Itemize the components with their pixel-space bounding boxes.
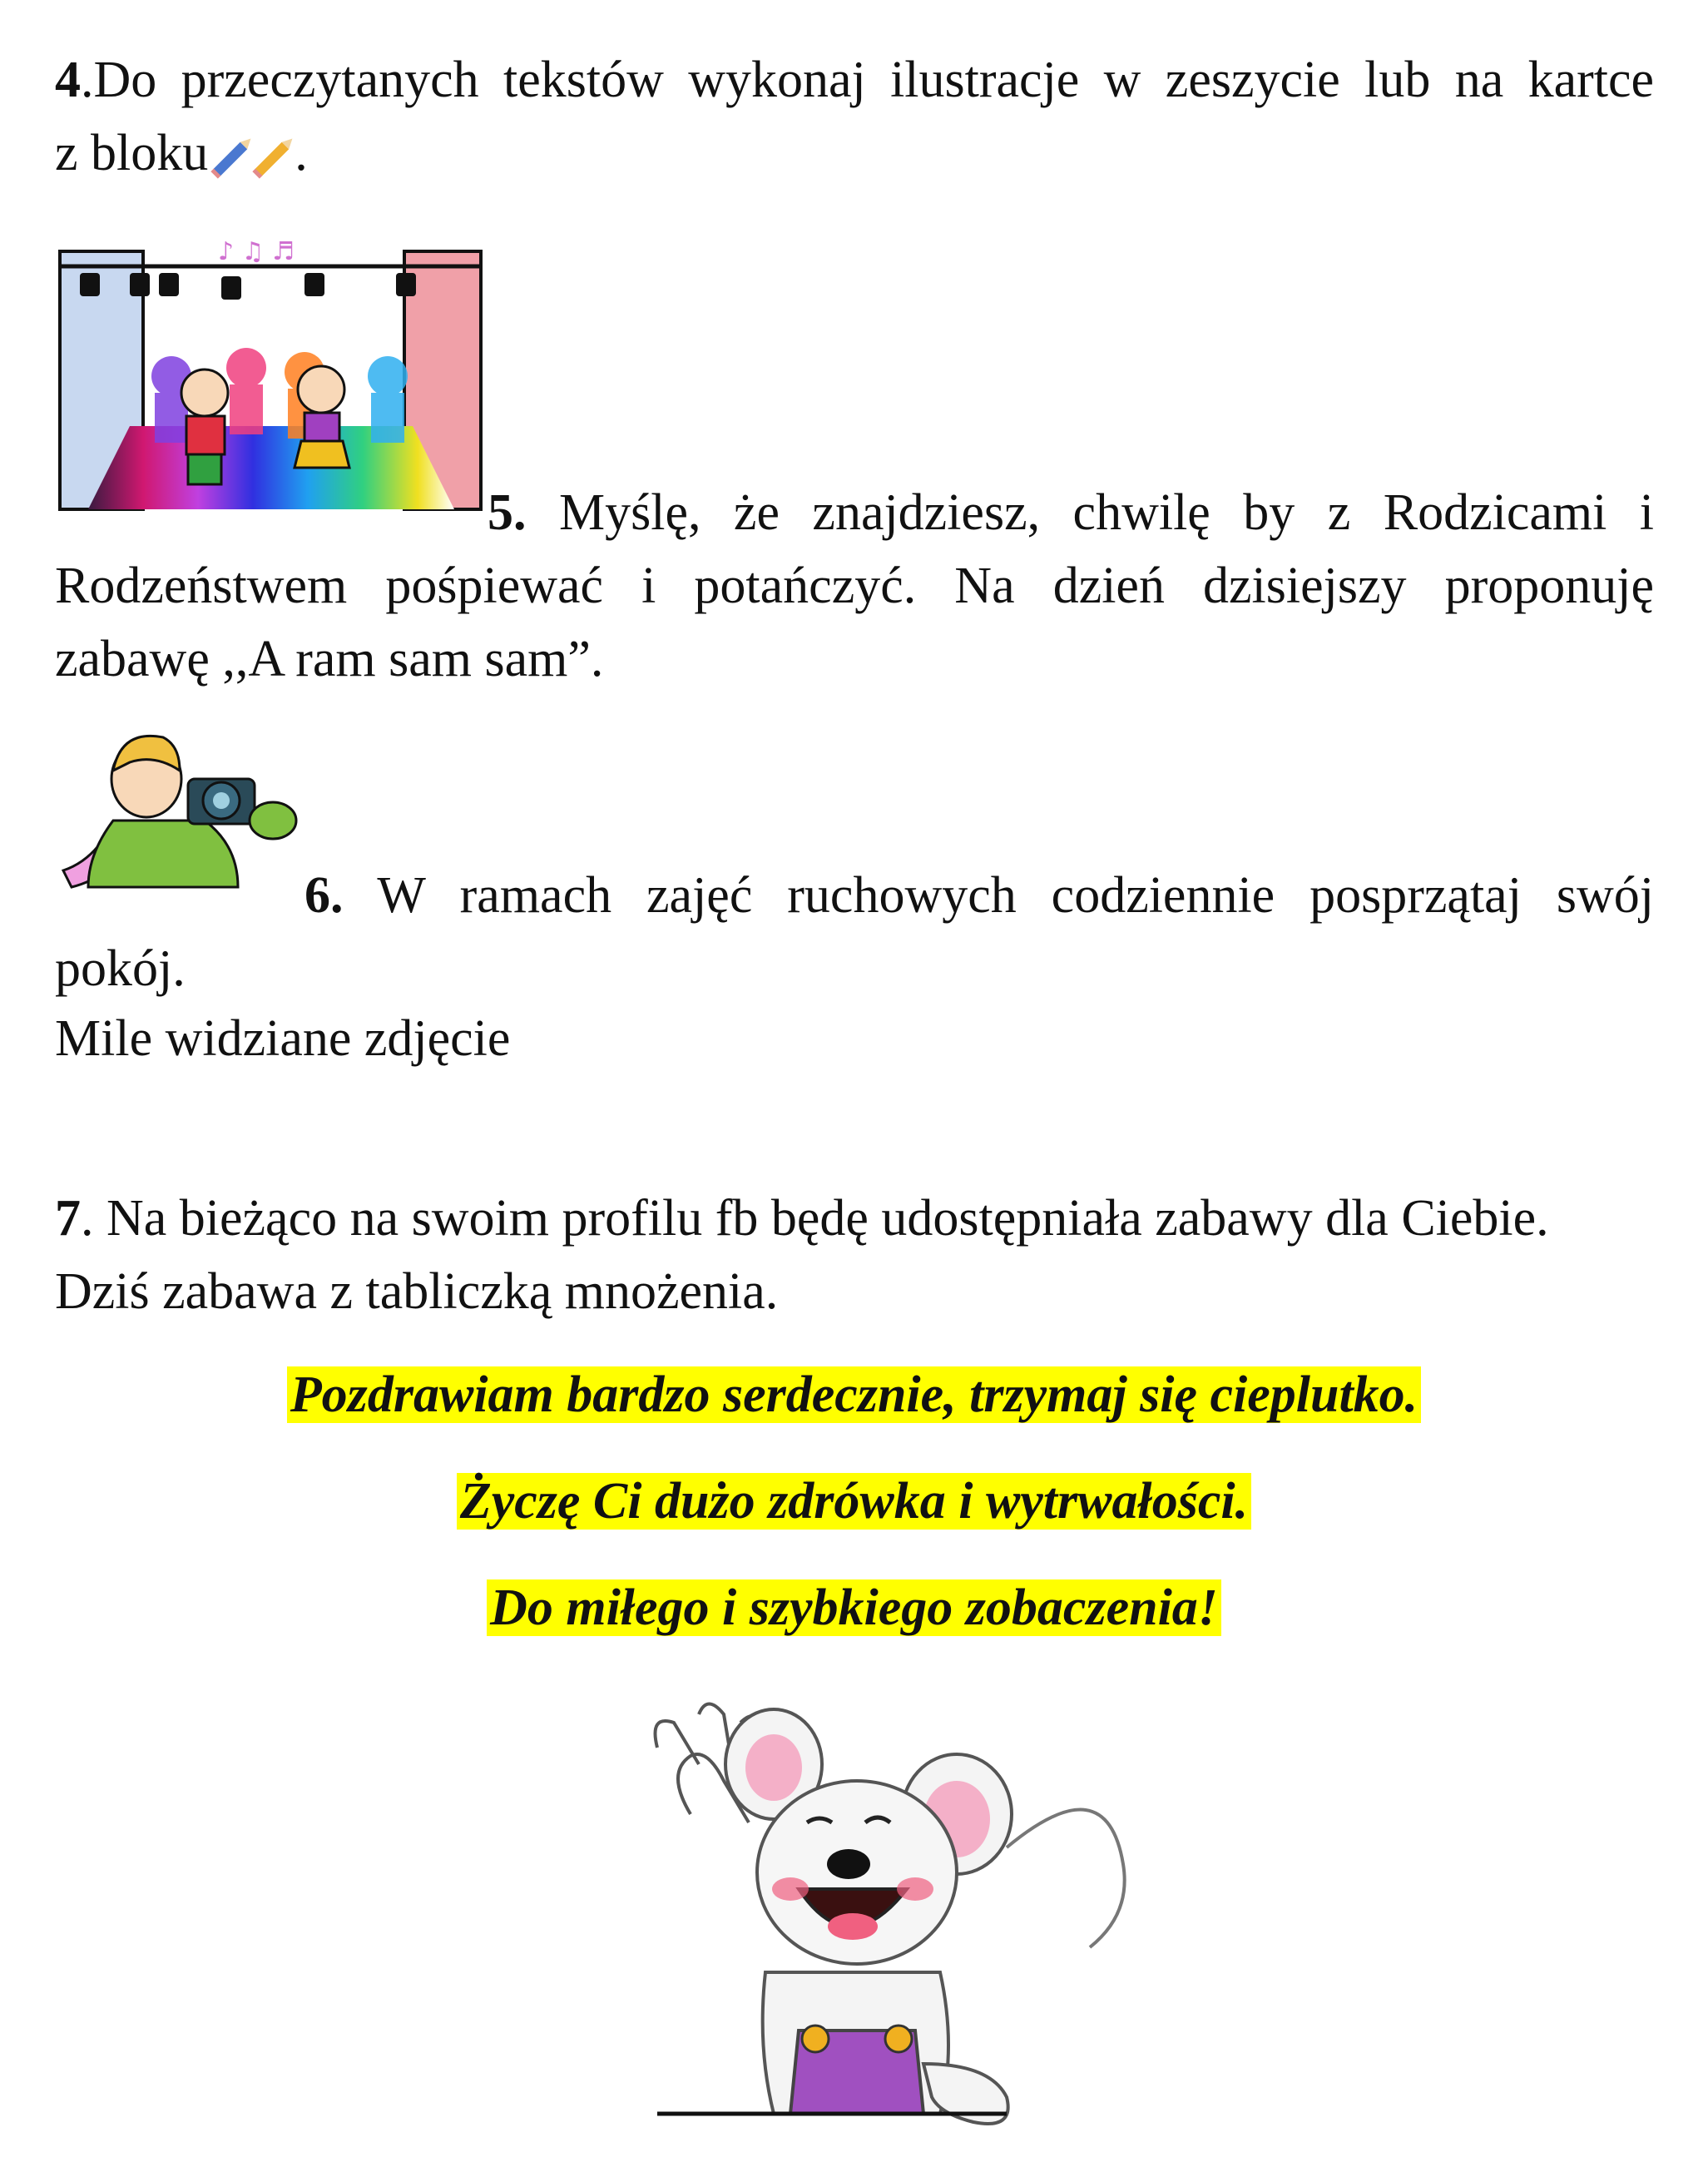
item-4-period: . (295, 125, 308, 181)
item-4-number: 4 (55, 52, 81, 108)
waving-mouse-illustration (641, 1698, 1140, 2147)
item-4-text-2: z bloku (55, 125, 209, 181)
item-5-line-2: Rodzeństwem pośpiewać i potańczyć. Na dzień dzisiejszy proponuję (55, 558, 1654, 614)
item-5-text: Myślę, że znajdziesz, chwilę by z Rodzicami i (526, 484, 1654, 541)
item-7-line-2: Dziś zabawa z tabliczką mnożenia. (55, 1263, 779, 1320)
item-7-text: . Na bieżąco na swoim profilu fb będę udostępniała zabawy dla Ciebie. (81, 1190, 1549, 1247)
item-5-line-1 (488, 476, 1654, 549)
greeting-1: Pozdrawiam bardzo serdecznie, trzymaj się cieplutko. (0, 1360, 1708, 1430)
item-5-line-3: zabawę ,,A ram sam sam”. (55, 631, 604, 687)
item-4-line-1 (55, 43, 1654, 117)
item-5-number: 5. (488, 484, 527, 541)
greeting-3: Do miłego i szybkiego zobaczenia! (0, 1573, 1708, 1643)
dance-stage-illustration (55, 226, 488, 518)
svg-text:♪ ♫ ♬: ♪ ♫ ♬ (218, 237, 295, 266)
item-6-number: 6. (304, 867, 344, 924)
item-4-line-2 (55, 117, 1654, 190)
item-6-line-3: Mile widziane zdjęcie (55, 1010, 511, 1067)
item-6-line-1 (304, 859, 1654, 932)
photographer-illustration (55, 721, 304, 904)
item-6-text: W ramach zajęć ruchowych codziennie posprzątaj swój (343, 867, 1654, 924)
greeting-2: Życzę Ci dużo zdrówka i wytrwałości. (0, 1466, 1708, 1536)
item-7-line-1 (55, 1182, 1654, 1255)
item-7-number: 7 (55, 1190, 81, 1247)
pencils-icon (208, 133, 295, 183)
item-4-text: .Do przeczytanych tekstów wykonaj ilustracje w zeszycie lub na kartce (81, 52, 1654, 108)
item-6-line-2: pokój. (55, 940, 186, 997)
